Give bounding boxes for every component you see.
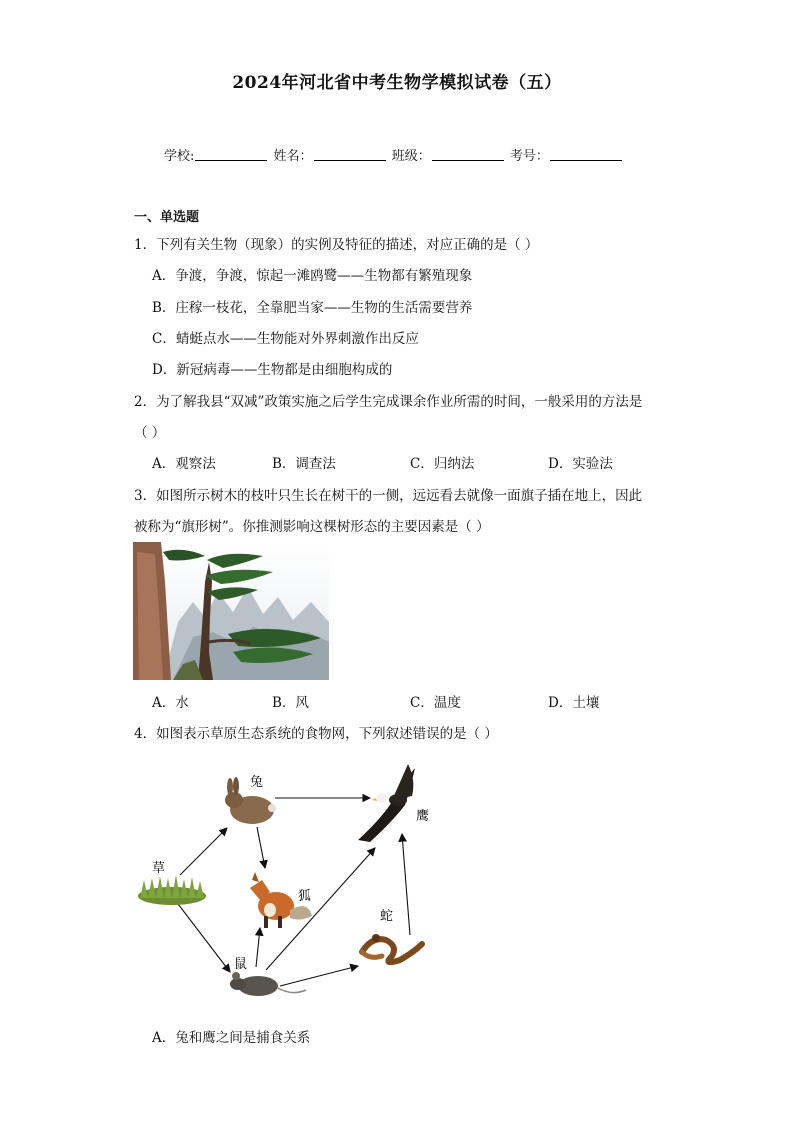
label-rabbit: 兔 xyxy=(250,775,264,790)
snake-icon xyxy=(362,934,422,962)
label-fox: 狐 xyxy=(298,889,312,904)
q2-stem: 2．为了解我县“双减”政策实施之后学生完成课余作业所需的时间，一般采用的方法是 xyxy=(134,394,643,410)
food-web-diagram xyxy=(130,760,430,1010)
q1-option-a: A．争渡，争渡，惊起一滩鸥鹭——生物都有繁殖现象 xyxy=(152,268,473,284)
student-info xyxy=(164,145,624,164)
q3-option-d: D．土壤 xyxy=(548,695,600,711)
q3-stem: 3．如图所示树木的枝叶只生长在树干的一侧，远远看去就像一面旗子插在地上，因此 xyxy=(134,488,643,504)
arrow-mouse-snake xyxy=(280,966,358,986)
school-label: 学校: xyxy=(164,149,195,164)
q3-stem-cont: 被称为“旗形树”。你推测影响这棵树形态的主要因素是（ ） xyxy=(134,519,490,535)
name-label: 姓名： xyxy=(273,149,313,164)
label-snake: 蛇 xyxy=(380,909,394,924)
name-blank[interactable] xyxy=(314,148,386,161)
q2-stem-cont: （ ） xyxy=(134,425,166,441)
q2-option-c: C．归纳法 xyxy=(410,456,475,472)
arrow-grass-mouse xyxy=(175,900,230,972)
q1-option-c: C．蜻蜓点水——生物能对外界刺激作出反应 xyxy=(152,331,419,347)
arrow-rabbit-fox xyxy=(257,827,265,868)
q3-option-b: B．风 xyxy=(272,695,309,711)
flag-tree-image xyxy=(133,542,329,680)
section-heading: 一、单选题 xyxy=(134,210,200,225)
number-blank[interactable] xyxy=(550,148,622,161)
q3-option-a: A．水 xyxy=(152,695,189,711)
class-label: 班级： xyxy=(391,149,431,164)
q1-stem: 1．下列有关生物（现象）的实例及特征的描述，对应正确的是（ ） xyxy=(134,237,539,253)
label-eagle: 鹰 xyxy=(416,809,430,824)
label-grass: 草 xyxy=(152,861,166,876)
eagle-icon xyxy=(358,764,415,842)
q2-option-a: A．观察法 xyxy=(152,456,216,472)
arrow-grass-rabbit xyxy=(180,828,227,875)
page-title: 2024年河北省中考生物学模拟试卷（五） xyxy=(232,73,562,93)
number-label: 考号： xyxy=(509,149,549,164)
q1-option-b: B．庄稼一枝花，全靠肥当家——生物的生活需要营养 xyxy=(152,300,473,316)
class-blank[interactable] xyxy=(432,148,504,161)
grass-icon xyxy=(138,875,206,905)
q3-option-c: C．温度 xyxy=(410,695,461,711)
arrow-mouse-fox xyxy=(256,928,260,967)
mouse-icon xyxy=(230,972,306,996)
q1-option-d: D．新冠病毒——生物都是由细胞构成的 xyxy=(152,362,393,378)
q2-option-d: D．实验法 xyxy=(548,456,613,472)
label-mouse: 鼠 xyxy=(234,957,248,972)
q2-option-b: B．调查法 xyxy=(272,456,336,472)
arrow-snake-eagle xyxy=(402,834,410,935)
q4-stem: 4．如图表示草原生态系统的食物网，下列叙述错误的是（ ） xyxy=(134,726,498,742)
q4-option-a: A．兔和鹰之间是捕食关系 xyxy=(152,1030,311,1046)
school-blank[interactable] xyxy=(195,148,267,161)
